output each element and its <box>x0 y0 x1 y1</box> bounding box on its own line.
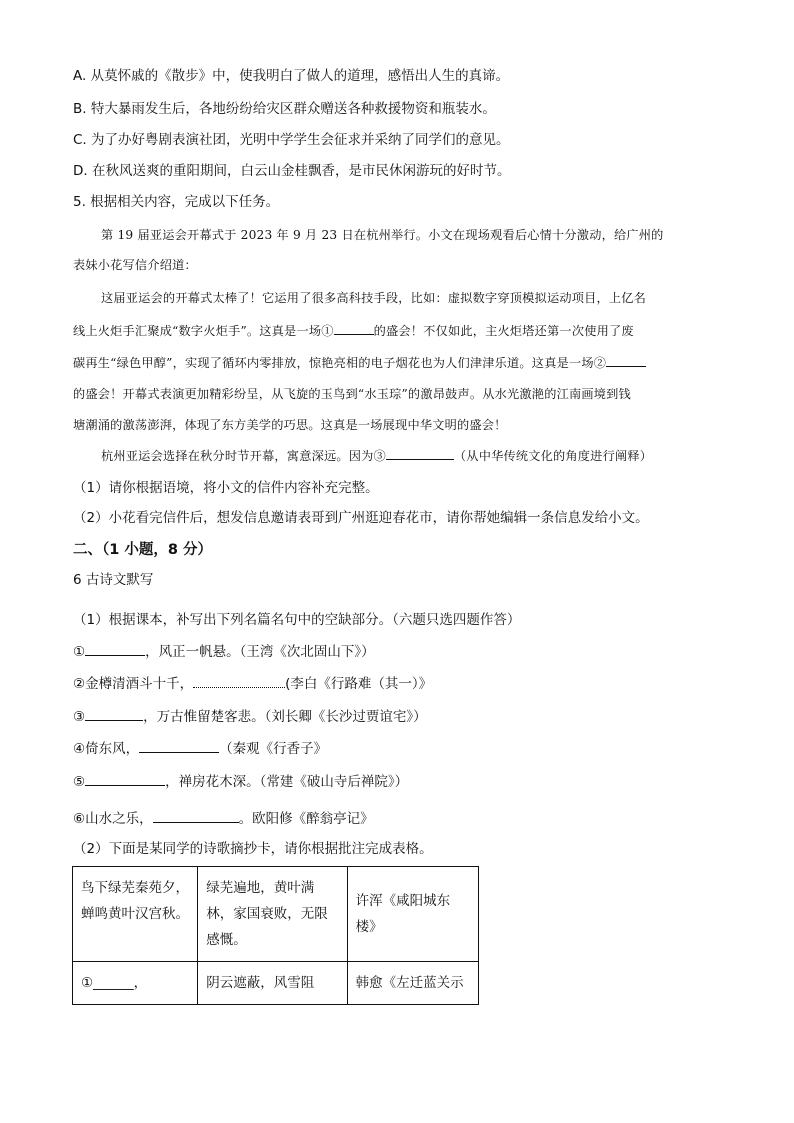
letter-paragraph-2: 这届亚运会的开幕式太棒了！它运用了很多高科技手段，比如：虚拟数字穿顶模拟运动项目，上亿名 <box>101 291 647 305</box>
text: 碳再生“绿色甲醇”，实现了循环内零排放，惊艳亮相的电子烟花也为人们津津乐道。这真是一场② <box>73 356 607 370</box>
blank[interactable] <box>85 642 145 656</box>
blank[interactable] <box>139 739 219 753</box>
text: ③ <box>73 709 86 725</box>
poem-line-1 <box>73 642 375 661</box>
letter-paragraph-1: 第 19 届亚运会开幕式于 2023 年 9 月 23 日在杭州举行。小文在现场观看后心情十分激动，给广州的 <box>101 228 664 242</box>
section-2-heading: 二、（1 小题，8 分） <box>73 542 213 558</box>
text: (李白《行路难（其一）》 <box>285 676 433 692</box>
text: （秦观《行香子》 <box>219 741 328 757</box>
poem-excerpt-table <box>72 866 479 1005</box>
blank[interactable] <box>85 772 165 786</box>
table-row <box>73 962 479 1005</box>
text: 线上火炬手汇聚成“数字火炬手”。这真是一场① <box>73 324 334 338</box>
letter-paragraph-1-cont: 表妹小花写信介绍道： <box>73 258 197 272</box>
text: 的盛会！不仅如此，主火炬塔还第一次使用了废 <box>373 324 634 338</box>
task-1: （1）请你根据语境，将小文的信件内容补充完整。 <box>73 480 379 496</box>
letter-paragraph-3 <box>101 446 652 465</box>
question-6-part-2: （2）下面是某同学的诗歌摘抄卡，请你根据批注完成表格。 <box>73 841 433 857</box>
blank-3[interactable] <box>386 446 454 460</box>
blank[interactable] <box>153 809 239 823</box>
text: ，风正一帆悬。（王湾《次北固山下》） <box>145 644 375 660</box>
text: ⑥山水之乐， <box>73 811 153 827</box>
letter-paragraph-2-line-4: 的盛会！开幕式表演更加精彩纷呈，从飞旋的玉鸟到“水玉琮”的激昂鼓声。从水光激滟的江南画境到钱 <box>73 387 631 401</box>
letter-paragraph-2-line-5: 塘潮涌的激荡澎湃，体现了东方美学的巧思。这真是一场展现中华文明的盛会！ <box>73 418 507 432</box>
table-cell: 韩愈《左迁蓝关示 <box>347 962 478 1005</box>
blank[interactable] <box>85 707 143 721</box>
table-cell: 鸟下绿芜秦苑夕，蝉鸣黄叶汉宫秋。 <box>73 867 198 962</box>
blank-1[interactable] <box>334 321 374 335</box>
text: ④倚东风， <box>73 741 140 757</box>
option-c: C. 为了办好粤剧表演社团，光明中学学生会征求并采纳了同学们的意见。 <box>73 132 510 148</box>
question-5-title: 5. 根据相关内容，完成以下任务。 <box>73 194 280 210</box>
option-d: D. 在秋风送爽的重阳期间，白云山金桂飘香，是市民休闲游玩的好时节。 <box>73 163 511 179</box>
question-6-title: 6 古诗文默写 <box>73 572 154 588</box>
poem-line-5 <box>73 772 408 791</box>
table-cell: 阴云遮蔽，风雪阻 <box>198 962 347 1005</box>
table-cell[interactable]: ①______， <box>73 962 198 1005</box>
poem-line-6 <box>73 809 374 828</box>
letter-paragraph-2-line-2 <box>73 321 634 340</box>
blank-2[interactable] <box>606 353 646 367</box>
letter-paragraph-2-line-3 <box>73 353 646 372</box>
text: ，禅房花木深。（常建《破山寺后禅院》） <box>165 774 409 790</box>
text: ，万古惟留楚客悲。（刘长卿《长沙过贾谊宅》） <box>143 709 427 725</box>
table-row <box>73 867 479 962</box>
table-cell: 许浑《咸阳城东楼》 <box>347 867 478 962</box>
text: 。欧阳修《醉翁亭记》 <box>238 811 374 827</box>
poem-line-4 <box>73 739 327 758</box>
text: ②金樽清酒斗十千， <box>73 676 194 692</box>
poem-line-2 <box>73 674 432 693</box>
question-6-instruction: （1）根据课本，补写出下列名篇名句中的空缺部分。（六题只选四题作答） <box>73 612 521 628</box>
blank[interactable] <box>193 674 285 688</box>
option-b: B. 特大暴雨发生后，各地纷纷给灾区群众赠送各种救援物资和瓶装水。 <box>73 101 496 117</box>
text: 杭州亚运会选择在秋分时节开幕，寓意深远。因为③ <box>101 449 386 463</box>
table-cell: 绿芜遍地，黄叶满林，家国衰败，无限感慨。 <box>198 867 347 962</box>
text: ① <box>73 644 86 660</box>
text: ⑤ <box>73 774 86 790</box>
poem-line-3 <box>73 707 427 726</box>
option-a: A. 从莫怀戚的《散步》中，使我明白了做人的道理，感悟出人生的真谛。 <box>73 68 510 84</box>
text: （从中华传统文化的角度进行阐释） <box>453 449 653 463</box>
task-2: （2）小花看完信件后，想发信息邀请表哥到广州逛迎春花市，请你帮她编辑一条信息发给小文。 <box>73 510 649 526</box>
